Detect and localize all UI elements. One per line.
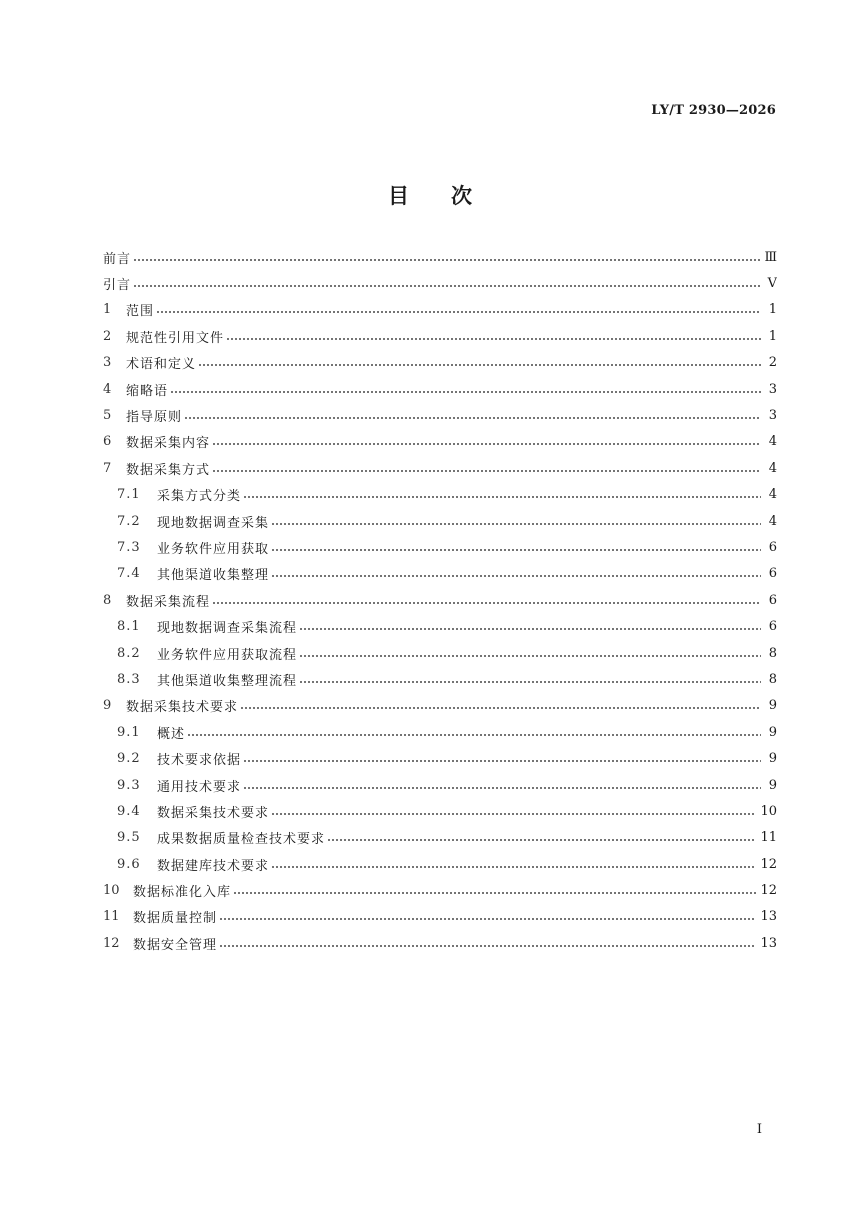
dot-leader <box>212 433 761 446</box>
toc-entry[interactable] <box>103 350 777 376</box>
dot-leader <box>299 618 761 631</box>
toc-entry-number: 5 <box>103 408 112 424</box>
toc-entry-number: 3 <box>103 355 112 371</box>
toc-entry[interactable] <box>103 587 777 613</box>
dot-leader <box>156 301 761 314</box>
toc-entry-page: 6 <box>768 592 777 608</box>
dot-leader <box>226 328 761 341</box>
toc-entry-number: 9.2 <box>117 751 141 767</box>
toc-entry-number: 9.6 <box>117 856 141 872</box>
toc-entry-page: 8 <box>768 671 777 687</box>
toc-entry-label: 数据建库技术要求 <box>157 858 270 874</box>
toc-entry[interactable] <box>103 613 777 639</box>
toc-entry-label: 数据采集内容 <box>126 436 211 452</box>
dot-leader <box>271 513 761 526</box>
toc-entry-number: 7.2 <box>117 513 141 529</box>
toc-entry-page: 13 <box>760 909 777 925</box>
dot-leader <box>299 671 761 684</box>
toc-entry-number: 4 <box>103 381 112 397</box>
dot-leader <box>240 697 761 710</box>
toc-entry-page: 9 <box>768 777 777 793</box>
toc-entry-label: 业务软件应用获取流程 <box>157 647 298 663</box>
dot-leader <box>243 750 761 763</box>
toc-entry[interactable] <box>103 825 777 851</box>
toc-entry[interactable] <box>103 719 777 745</box>
toc-entry-page: 13 <box>760 935 777 951</box>
dot-leader <box>271 565 761 578</box>
dot-leader <box>219 935 756 948</box>
dot-leader <box>212 460 761 473</box>
toc-entry-number: 6 <box>103 434 112 450</box>
dot-leader <box>271 856 756 869</box>
toc-entry-page: 9 <box>768 724 777 740</box>
toc-entry-number: 7 <box>103 460 112 476</box>
dot-leader <box>233 882 756 895</box>
dot-leader <box>170 381 761 394</box>
dot-leader <box>187 724 761 737</box>
toc-entry-page: Ⅴ <box>767 276 777 292</box>
toc-entry-page: 10 <box>760 803 777 819</box>
toc-entry[interactable] <box>103 270 777 296</box>
toc-entry[interactable] <box>103 455 777 481</box>
toc-entry-page: 9 <box>768 751 777 767</box>
toc-entry-label: 数据采集方式 <box>126 462 211 478</box>
toc-entry[interactable] <box>103 772 777 798</box>
dot-leader <box>184 407 761 420</box>
toc-entry-page: 12 <box>760 883 777 899</box>
page-number: I <box>756 1122 762 1137</box>
dot-leader <box>243 777 761 790</box>
toc-entry-page: 12 <box>760 856 777 872</box>
toc-entry-label: 前言 <box>103 251 132 267</box>
dot-leader <box>271 803 756 816</box>
toc-entry[interactable] <box>103 877 777 903</box>
dot-leader <box>219 908 756 921</box>
toc-entry-page: 3 <box>768 408 777 424</box>
toc-entry-page: 8 <box>768 645 777 661</box>
toc-entry-label: 数据质量控制 <box>133 911 218 927</box>
toc-entry-label: 指导原则 <box>126 410 183 426</box>
toc-entry-page: 6 <box>768 619 777 635</box>
toc-entry[interactable] <box>103 297 777 323</box>
toc-entry[interactable] <box>103 561 777 587</box>
toc-entry-label: 通用技术要求 <box>157 779 242 795</box>
toc-entry-number: 9.5 <box>117 830 141 846</box>
toc-entry-label: 数据采集技术要求 <box>126 700 239 716</box>
toc-entry-number: 8.3 <box>117 671 141 687</box>
toc-entry[interactable] <box>103 904 777 930</box>
dot-leader <box>133 249 760 262</box>
toc-entry-page: 1 <box>768 328 777 344</box>
title-char-right: 次 <box>451 183 472 208</box>
toc-entry-page: 2 <box>768 355 777 371</box>
toc-entry-label: 采集方式分类 <box>157 489 242 505</box>
toc-entry[interactable] <box>103 851 777 877</box>
dot-leader <box>271 539 761 552</box>
toc-entry-page: 4 <box>768 487 777 503</box>
toc-entry-label: 引言 <box>103 278 132 294</box>
toc-entry-label: 概述 <box>157 726 186 742</box>
dot-leader <box>133 275 761 288</box>
toc-entry-label: 数据采集技术要求 <box>157 805 270 821</box>
toc-entry-page: 4 <box>768 460 777 476</box>
toc-entry-label: 范围 <box>126 304 155 320</box>
toc-entry-number: 8 <box>103 592 112 608</box>
dot-leader <box>299 645 761 658</box>
dot-leader <box>243 486 761 499</box>
toc-entry-label: 现地数据调查采集 <box>157 515 270 531</box>
toc-entry-page: Ⅲ <box>764 249 777 265</box>
toc-entry-label: 其他渠道收集整理流程 <box>157 673 298 689</box>
toc-entry-label: 其他渠道收集整理 <box>157 568 270 584</box>
toc-entry-number: 10 <box>103 883 120 899</box>
title-char-left: 目 <box>388 183 409 208</box>
toc-entry-label: 数据采集流程 <box>126 594 211 610</box>
toc-entry-label: 规范性引用文件 <box>126 330 225 346</box>
toc-entry[interactable] <box>103 693 777 719</box>
toc-entry-number: 8.1 <box>117 619 141 635</box>
toc-entry-number: 2 <box>103 328 112 344</box>
toc-entry[interactable] <box>103 745 777 771</box>
table-of-contents <box>103 244 777 957</box>
toc-entry[interactable] <box>103 640 777 666</box>
toc-entry-label: 缩略语 <box>126 383 169 399</box>
toc-entry-number: 9.1 <box>117 724 141 740</box>
toc-entry-number: 11 <box>103 909 120 925</box>
toc-entry-number: 9.4 <box>117 803 141 819</box>
toc-entry-page: 3 <box>768 381 777 397</box>
dot-leader <box>198 354 761 367</box>
toc-entry[interactable] <box>103 402 777 428</box>
toc-entry-number: 9 <box>103 698 112 714</box>
dot-leader <box>212 592 761 605</box>
document-code: LY/T 2930—2026 <box>651 103 776 118</box>
toc-entry-number: 7.4 <box>117 566 141 582</box>
toc-entry-page: 6 <box>768 539 777 555</box>
toc-entry-label: 数据标准化入库 <box>133 885 232 901</box>
toc-entry[interactable] <box>103 482 777 508</box>
toc-entry-label: 业务软件应用获取 <box>157 541 270 557</box>
toc-entry[interactable] <box>103 508 777 534</box>
toc-entry-label: 成果数据质量检查技术要求 <box>157 832 326 848</box>
toc-entry[interactable] <box>103 323 777 349</box>
toc-entry-label: 现地数据调查采集流程 <box>157 621 298 637</box>
toc-entry-number: 12 <box>103 935 120 951</box>
toc-entry[interactable] <box>103 429 777 455</box>
toc-entry-number: 7.3 <box>117 539 141 555</box>
toc-entry-page: 4 <box>768 434 777 450</box>
toc-entry-page: 6 <box>768 566 777 582</box>
toc-entry-number: 7.1 <box>117 487 141 503</box>
toc-entry-number: 9.3 <box>117 777 141 793</box>
toc-entry-page: 4 <box>768 513 777 529</box>
toc-entry-number: 8.2 <box>117 645 141 661</box>
toc-entry-label: 数据安全管理 <box>133 937 218 953</box>
toc-entry-number: 1 <box>103 302 112 318</box>
toc-entry[interactable] <box>103 666 777 692</box>
toc-entry-page: 9 <box>768 698 777 714</box>
toc-entry[interactable] <box>103 534 777 560</box>
page-title <box>0 180 860 210</box>
toc-entry-page: 1 <box>768 302 777 318</box>
toc-entry-page: 11 <box>760 830 777 846</box>
toc-entry-label: 术语和定义 <box>126 357 197 373</box>
toc-entry[interactable] <box>103 798 777 824</box>
toc-entry[interactable] <box>103 930 777 956</box>
toc-entry[interactable] <box>103 376 777 402</box>
dot-leader <box>327 829 756 842</box>
toc-entry[interactable] <box>103 244 777 270</box>
toc-entry-label: 技术要求依据 <box>157 753 242 769</box>
